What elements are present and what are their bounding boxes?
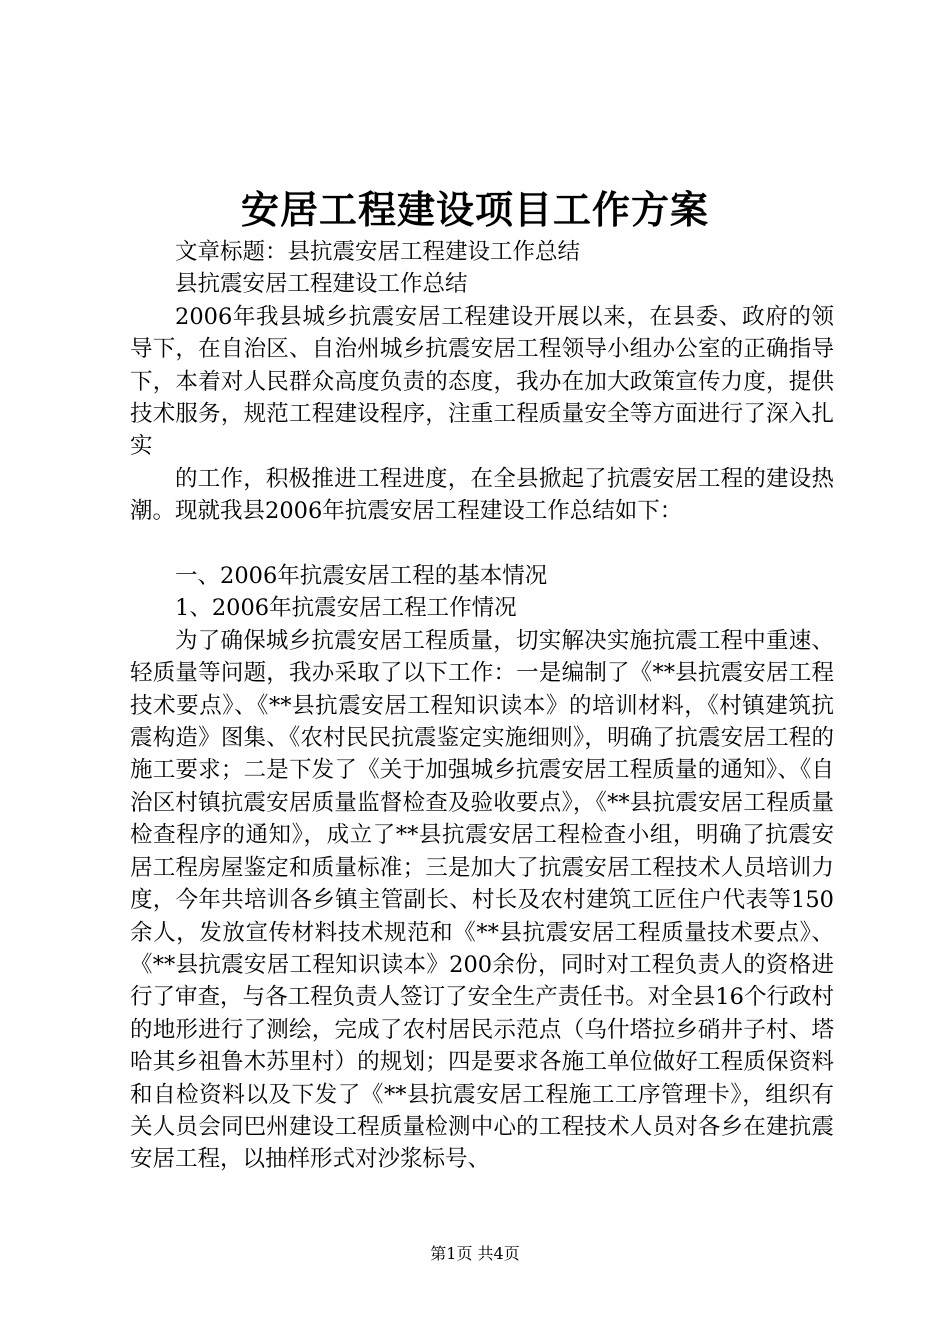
summary-heading: 县抗震安居工程建设工作总结 xyxy=(175,271,468,298)
work-details-paragraph: 为了确保城乡抗震安居工程质量，切实解决实施抗震工程中重速、轻质量等问题，我办采取了以下工作：一是编制了《**县抗震安居工程技术要点》、《**县抗震安居工程知识读本》的培训材料，《村镇建筑抗震构造》图集、《农村民民抗震鉴定实施细则》，明确了抗震安居工程的施工要求；二是下发了《关于加强城乡抗震安居工程质量的通知》、《自治区村镇抗震安居质量监督检查及验收要点》，《**县抗震安居工程质量检查程序的通知》，成立了**县抗震安居工程检查小组，明确了抗震安居工程房屋鉴定和质量标准；三是加大了抗震安居工程技术人员培训力度，今年共培训各乡镇主管副长、村长及农村建筑工匠住户代表等150余人，发放宣传材料技术规范和《**县抗震安居工程质量技术要点》、《**县抗震安居工程知识读本》200余份，同时对工程负责人的资格进行了审查，与各工程负责人签订了安全生产责任书。对全县16个行政村的地形进行了测绘，完成了农村居民示范点（乌什塔拉乡硝井子村、塔哈其乡祖鲁木苏里村）的规划；四是要求各施工单位做好工程质保资料和自检资料以及下发了《**县抗震安居工程施工工序管理卡》，组织有关人员会同巴州建设工程质量检测中心的工程技术人员对各乡在建抗震安居工程，以抽样形式对沙浆标号、 xyxy=(130,627,834,1173)
intro-paragraph: 2006年我县城乡抗震安居工程建设开展以来，在县委、政府的领导下，在自治区、自治州城乡抗震安居工程领导小组办公室的正确指导下，本着对人民群众高度负责的态度，我办在加大政策宣传力度，提供技术服务，规范工程建设程序，注重工程质量安全等方面进行了深入扎实 xyxy=(130,303,834,460)
page-footer: 第1页 共4页 xyxy=(430,1244,520,1263)
subsection-heading-1: 1、2006年抗震安居工程工作情况 xyxy=(175,595,517,622)
document-body xyxy=(130,236,834,1176)
document-title: 安居工程建设项目工作方案 xyxy=(240,187,709,232)
intro-paragraph-continued: 的工作，积极推进工程进度，在全县掀起了抗震安居工程的建设热潮。现就我县2006年抗震安居工程建设工作总结如下： xyxy=(130,465,834,525)
article-title-line: 文章标题：县抗震安居工程建设工作总结 xyxy=(175,239,581,265)
section-heading-1: 一、2006年抗震安居工程的基本情况 xyxy=(175,563,548,590)
